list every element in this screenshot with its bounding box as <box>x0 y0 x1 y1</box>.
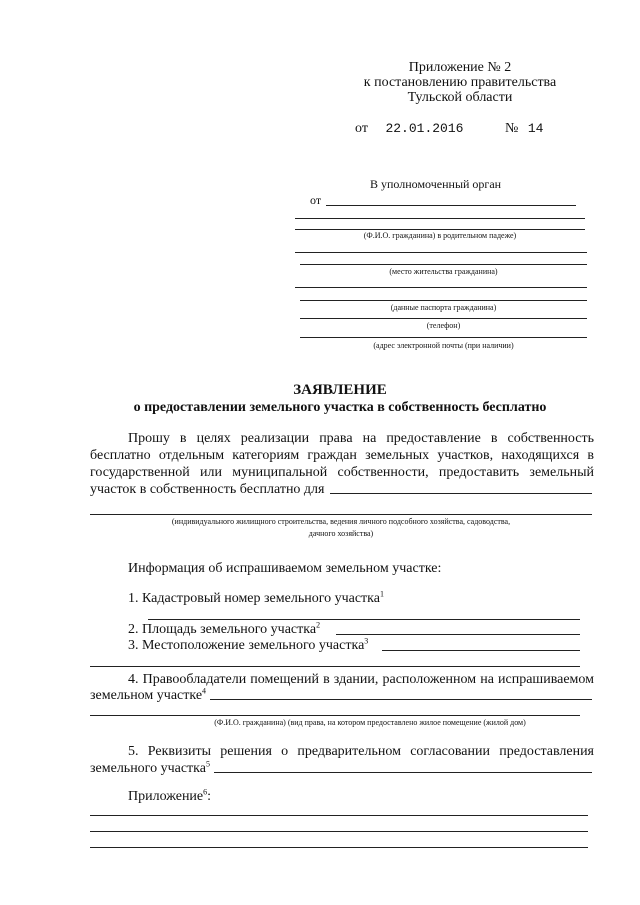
area-field[interactable] <box>336 634 580 635</box>
footnote-1: 1 <box>379 589 384 599</box>
approval-field[interactable] <box>214 772 592 773</box>
cadastral-number-text: 1. Кадастровый номер земельного участка <box>128 591 380 606</box>
document-subtitle: о предоставлении земельного участка в собственность бесплатно <box>133 400 547 415</box>
hint-purpose-1: (индивидуального жилищного строительства, ведения личного подсобного хозяйства, садоводства, <box>171 517 511 526</box>
hint-phone: (телефон) <box>426 321 461 330</box>
area-text: 2. Площадь земельного участка <box>128 622 317 637</box>
name-field-line-3[interactable] <box>295 229 585 230</box>
purpose-field-line-2[interactable] <box>90 514 592 515</box>
approval-line-1: 5. Реквизиты решения о предварительном согласовании предоставления <box>128 744 594 759</box>
residence-field-line-1[interactable] <box>295 252 587 253</box>
addressee-to: В уполномоченный орган <box>370 177 502 191</box>
name-field-line-2[interactable] <box>295 218 585 219</box>
rights-holders-text: земельном участке <box>90 688 203 703</box>
rights-holders-line-1: 4. Правообладатели помещений в здании, расположенном на испрашиваемом <box>128 672 594 687</box>
request-line-2: бесплатно отдельным категориям граждан земельных участков, находящихся в <box>90 448 594 463</box>
attachment-field-3[interactable] <box>90 847 588 848</box>
phone-field-line[interactable] <box>300 318 587 319</box>
footnote-6: 6 <box>203 787 208 797</box>
appendix-decree: к постановлению правительства <box>363 75 557 90</box>
attachment-label <box>128 788 211 805</box>
rights-holders-field-1[interactable] <box>210 699 592 700</box>
appendix-region: Тульской области <box>407 90 513 105</box>
location-text: 3. Местоположение земельного участка <box>128 638 365 653</box>
cadastral-number-field[interactable] <box>148 619 580 620</box>
info-heading: Информация об испрашиваемом земельном участке: <box>128 561 442 576</box>
decree-number: 14 <box>527 121 544 136</box>
rights-holders-label <box>90 687 206 704</box>
date-label: от <box>355 121 368 136</box>
rights-holders-field-2[interactable] <box>90 715 580 716</box>
approval-text: земельного участка <box>90 761 206 776</box>
email-field-line[interactable] <box>300 337 587 338</box>
footnote-4: 4 <box>202 686 207 696</box>
attachment-colon: : <box>207 789 212 804</box>
attachment-field-2[interactable] <box>90 831 588 832</box>
document-title: ЗАЯВЛЕНИЕ <box>293 382 387 398</box>
addressee-from-label: от <box>310 193 322 207</box>
cadastral-number-label <box>128 590 384 607</box>
hint-purpose-2: дачного хозяйства) <box>308 529 374 538</box>
location-label <box>128 637 368 654</box>
appendix-number: Приложение № 2 <box>408 60 512 75</box>
decree-date-row <box>355 120 575 137</box>
attachment-field-1[interactable] <box>90 815 588 816</box>
hint-email: (адрес электронной почты (при наличии) <box>373 341 514 350</box>
purpose-field-line-1[interactable] <box>330 493 592 494</box>
location-field-2[interactable] <box>90 666 580 667</box>
attachment-text: Приложение <box>128 789 204 804</box>
hint-passport: (данные паспорта гражданина) <box>390 303 497 312</box>
residence-field-line-2[interactable] <box>300 264 587 265</box>
request-line-3: государственной или муниципальной собственности, предоставить земельный <box>90 465 594 480</box>
passport-field-line-2[interactable] <box>300 300 587 301</box>
request-line-1: Прошу в целях реализации права на предоставление в собственность <box>128 431 594 446</box>
area-label <box>128 621 320 638</box>
number-label: № <box>504 121 519 136</box>
hint-applicant-name: (Ф.И.О. гражданина) в родительном падеже) <box>363 231 517 240</box>
approval-label <box>90 760 210 777</box>
hint-rights-holders: (Ф.И.О. гражданина) (вид права, на котором предоставлено жилое помещение (жилой дом) <box>214 718 526 727</box>
appendix-header <box>340 60 580 105</box>
footnote-5: 5 <box>205 759 210 769</box>
footnote-3: 3 <box>364 636 369 646</box>
from-field-line[interactable] <box>326 205 576 206</box>
hint-residence: (место жительства гражданина) <box>389 267 498 276</box>
passport-field-line-1[interactable] <box>295 287 587 288</box>
footnote-2: 2 <box>316 620 321 630</box>
decree-date: 22.01.2016 <box>385 121 464 136</box>
location-field-1[interactable] <box>382 650 580 651</box>
request-line-4: участок в собственность бесплатно для <box>90 482 325 497</box>
